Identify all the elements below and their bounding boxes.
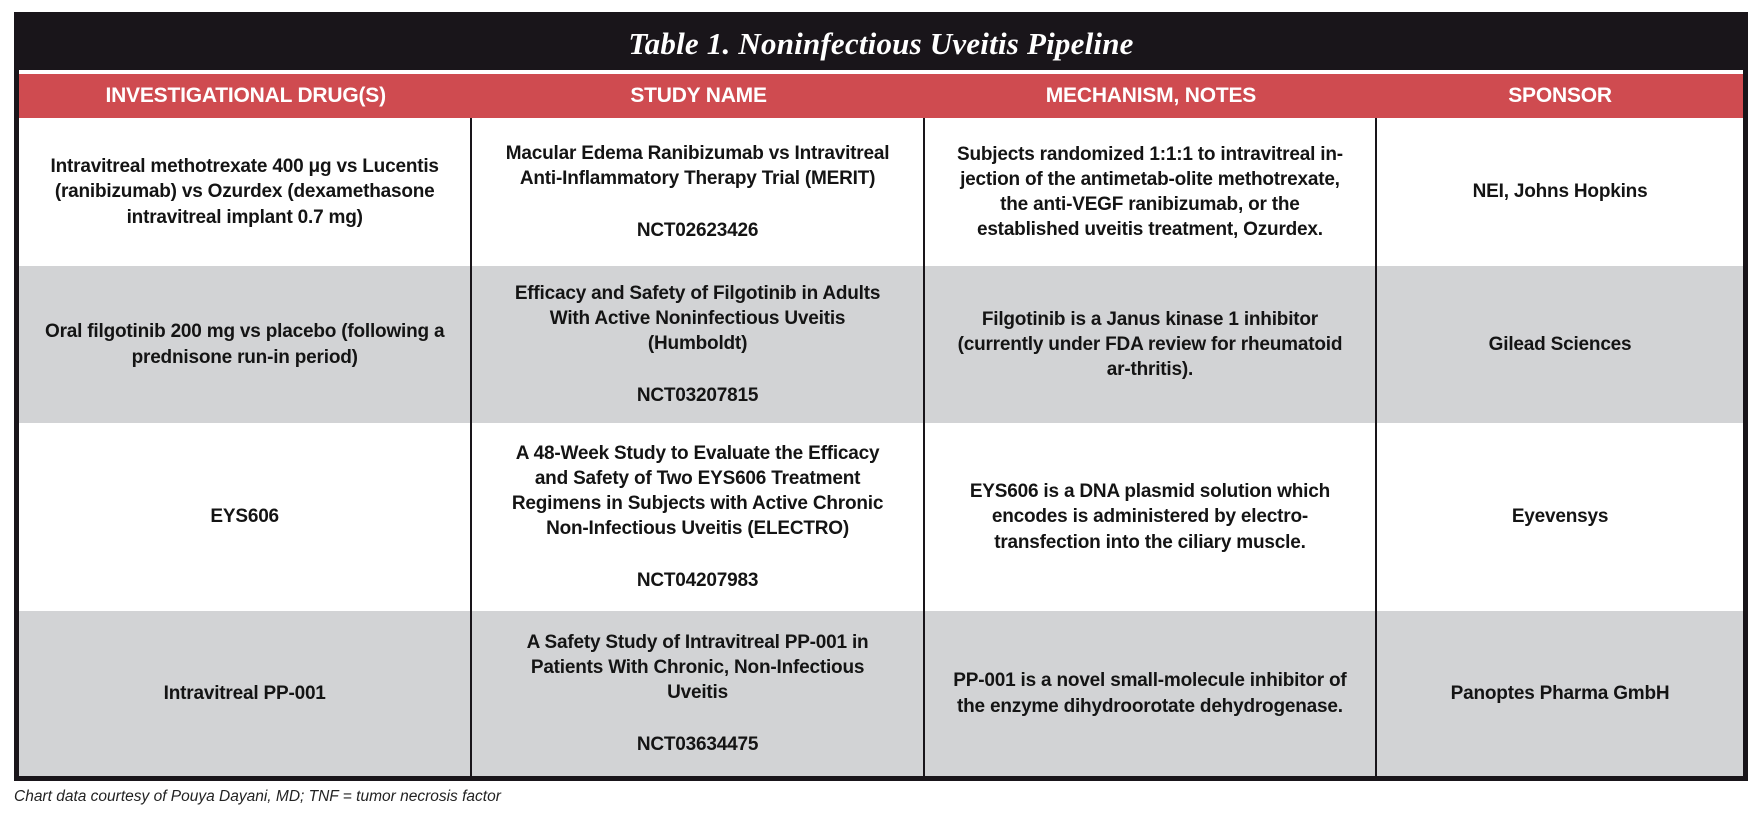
cell-study	[472, 118, 924, 266]
cell-mechanism: EYS606 is a DNA plasmid solution which encodes is administered by electro-transfection into the ciliary muscle.	[925, 423, 1377, 611]
cell-sponsor: Eyevensys	[1511, 506, 1609, 528]
table-row-humboldt	[19, 266, 1743, 423]
table-row-pp001	[19, 611, 1743, 776]
column-header-mechanism-notes: MECHANISM, NOTES	[1045, 84, 1257, 107]
table-title: Table 1. Noninfectious Uveitis Pipeline	[628, 25, 1134, 61]
study-name: A 48-Week Study to Evaluate the Efficacy and Safety of Two EYS606 Treatment Regimens in Subjects with Active Chronic Non-Infectious Uveitis (ELECTRO)	[511, 442, 884, 540]
cell-drug: Intravitreal methotrexate 400 μg vs Lucentis (ranibizumab) vs Ozurdex (dexamethasone intravitreal implant 0.7 mg)	[19, 118, 472, 266]
cell-drug: Oral filgotinib 200 mg vs placebo (following a prednisone run-in period)	[19, 266, 472, 423]
column-header-sponsor: SPONSOR	[1508, 84, 1612, 107]
table-header-row	[19, 74, 1743, 118]
cell-mechanism: Filgotinib is a Janus kinase 1 inhibitor (currently under FDA review for rheumatoid ar-thritis).	[925, 266, 1377, 423]
cell-study	[472, 611, 924, 776]
study-name: A Safety Study of Intravitreal PP-001 in Patients With Chronic, Non-Infectious Uveitis	[526, 631, 869, 703]
nct-id: NCT03207815	[636, 385, 759, 407]
cell-mechanism: PP-001 is a novel small-molecule inhibitor of the enzyme dihydroorotate dehydrogenase.	[925, 611, 1377, 776]
cell-mechanism: Subjects randomized 1:1:1 to intravitreal in-jection of the antimetab-olite methotrexate, the anti-VEGF ranibizumab, or the established uveitis treatment, Ozurdex.	[925, 118, 1377, 266]
uveitis-pipeline-table	[14, 12, 1748, 781]
column-header-study-name: STUDY NAME	[630, 84, 767, 107]
cell-drug: Intravitreal PP-001	[19, 611, 472, 776]
cell-study	[472, 266, 924, 423]
nct-id: NCT04207983	[636, 570, 759, 592]
column-header-investigational-drugs: INVESTIGATIONAL DRUG(S)	[105, 84, 386, 107]
study-name: Macular Edema Ranibizumab vs Intravitreal Anti-Inflammatory Therapy Trial (MERIT)	[505, 142, 890, 189]
cell-study	[472, 423, 924, 611]
cell-sponsor: NEI, Johns Hopkins	[1472, 181, 1648, 203]
cell-sponsor: Gilead Sciences	[1488, 333, 1632, 355]
table-title-bar	[19, 17, 1743, 70]
cell-sponsor: Panoptes Pharma GmbH	[1450, 682, 1670, 704]
nct-id: NCT03634475	[636, 734, 759, 756]
study-name: Efficacy and Safety of Filgotinib in Adults With Active Noninfectious Uveitis (Humboldt)	[514, 282, 881, 354]
cell-drug: EYS606	[19, 423, 472, 611]
table-row-electro	[19, 423, 1743, 611]
table-footnote: Chart data courtesy of Pouya Dayani, MD; TNF = tumor necrosis factor	[14, 788, 501, 805]
table-row-merit	[19, 118, 1743, 266]
nct-id: NCT02623426	[636, 220, 759, 242]
